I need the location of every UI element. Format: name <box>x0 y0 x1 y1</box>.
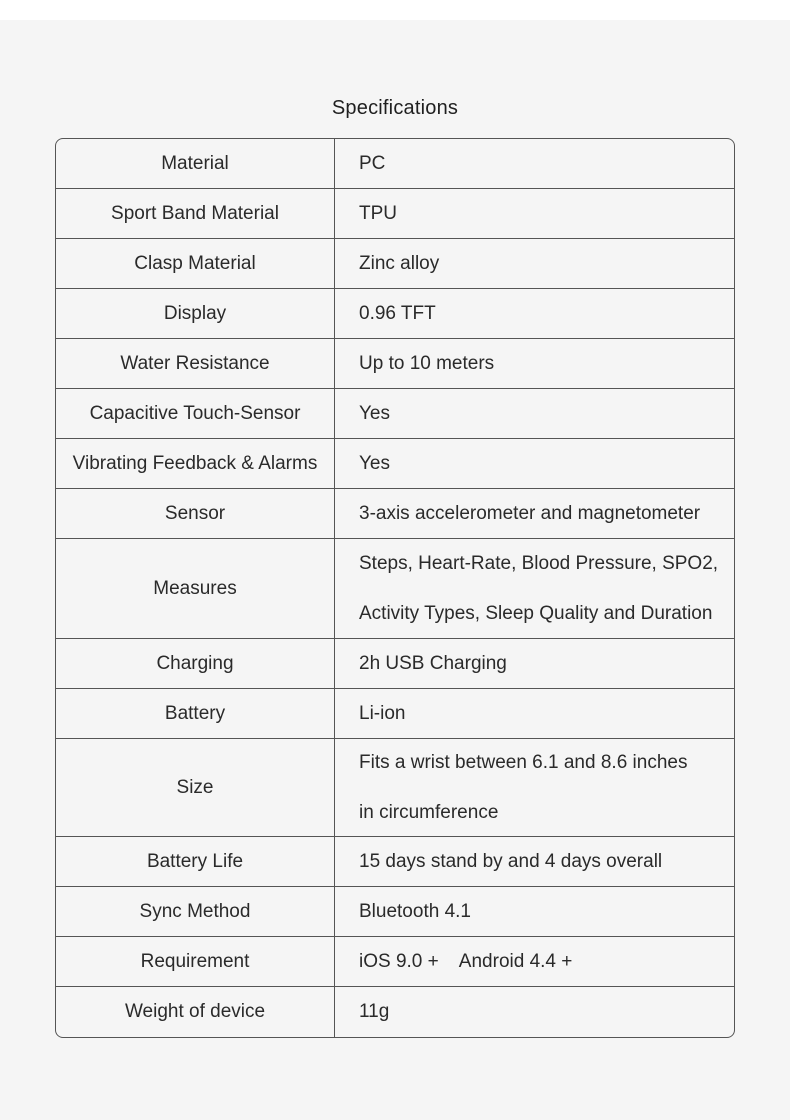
spec-label: Vibrating Feedback & Alarms <box>56 439 335 488</box>
spec-value <box>335 239 734 288</box>
spec-value-line: Yes <box>359 402 390 424</box>
table-row <box>56 339 734 389</box>
spec-value <box>335 339 734 388</box>
table-row <box>56 389 734 439</box>
table-row <box>56 837 734 887</box>
page-title: Specifications <box>331 97 459 119</box>
spec-label: Charging <box>56 639 335 688</box>
spec-value <box>335 937 734 986</box>
spec-label: Capacitive Touch-Sensor <box>56 389 335 438</box>
spec-value <box>335 987 734 1037</box>
spec-label: Size <box>56 739 335 836</box>
table-row <box>56 539 734 639</box>
spec-value-line: Bluetooth 4.1 <box>359 900 471 922</box>
table-row <box>56 987 734 1037</box>
spec-value-line: Zinc alloy <box>359 252 440 274</box>
spec-value-line: PC <box>359 152 386 174</box>
spec-label: Sync Method <box>56 887 335 936</box>
spec-value-line: iOS 9.0 + Android 4.4 + <box>359 950 573 972</box>
spec-value <box>335 289 734 338</box>
table-row <box>56 937 734 987</box>
spec-value <box>335 689 734 738</box>
table-row <box>56 139 734 189</box>
spec-value-line: 2h USB Charging <box>359 652 507 674</box>
spec-label: Water Resistance <box>56 339 335 388</box>
table-row <box>56 439 734 489</box>
spec-label: Sport Band Material <box>56 189 335 238</box>
spec-value-line: Yes <box>359 452 390 474</box>
table-row <box>56 239 734 289</box>
specifications-table <box>55 138 735 1038</box>
spec-value-line: TPU <box>359 202 397 224</box>
spec-label: Battery Life <box>56 837 335 886</box>
spec-label: Material <box>56 139 335 188</box>
spec-value-line: in circumference <box>359 801 499 823</box>
spec-value-line: 15 days stand by and 4 days overall <box>359 850 663 872</box>
spec-value <box>335 639 734 688</box>
table-row <box>56 639 734 689</box>
spec-label: Display <box>56 289 335 338</box>
spec-value <box>335 189 734 238</box>
table-row <box>56 689 734 739</box>
spec-label: Sensor <box>56 489 335 538</box>
spec-value <box>335 887 734 936</box>
table-row <box>56 489 734 539</box>
spec-value <box>335 139 734 188</box>
table-row <box>56 189 734 239</box>
table-row <box>56 739 734 837</box>
spec-value-line: Activity Types, Sleep Quality and Duration <box>359 602 713 624</box>
spec-value-line: Up to 10 meters <box>359 352 495 374</box>
spec-label: Clasp Material <box>56 239 335 288</box>
table-row <box>56 887 734 937</box>
spec-value-line: Fits a wrist between 6.1 and 8.6 inches <box>359 751 688 773</box>
spec-label: Requirement <box>56 937 335 986</box>
table-row <box>56 289 734 339</box>
spec-value <box>335 837 734 886</box>
spec-label: Battery <box>56 689 335 738</box>
specifications-panel <box>0 20 790 1120</box>
spec-value-line: Li-ion <box>359 702 406 724</box>
spec-value <box>335 539 734 638</box>
spec-value-line: 0.96 TFT <box>359 302 436 324</box>
spec-label: Weight of device <box>56 987 335 1037</box>
spec-value-line: 3-axis accelerometer and magnetometer <box>359 502 701 524</box>
spec-value-line: 11g <box>359 1001 390 1022</box>
spec-value <box>335 739 734 836</box>
spec-value <box>335 389 734 438</box>
spec-value <box>335 489 734 538</box>
spec-value <box>335 439 734 488</box>
spec-label: Measures <box>56 539 335 638</box>
spec-value-line: Steps, Heart-Rate, Blood Pressure, SPO2, <box>359 552 719 574</box>
